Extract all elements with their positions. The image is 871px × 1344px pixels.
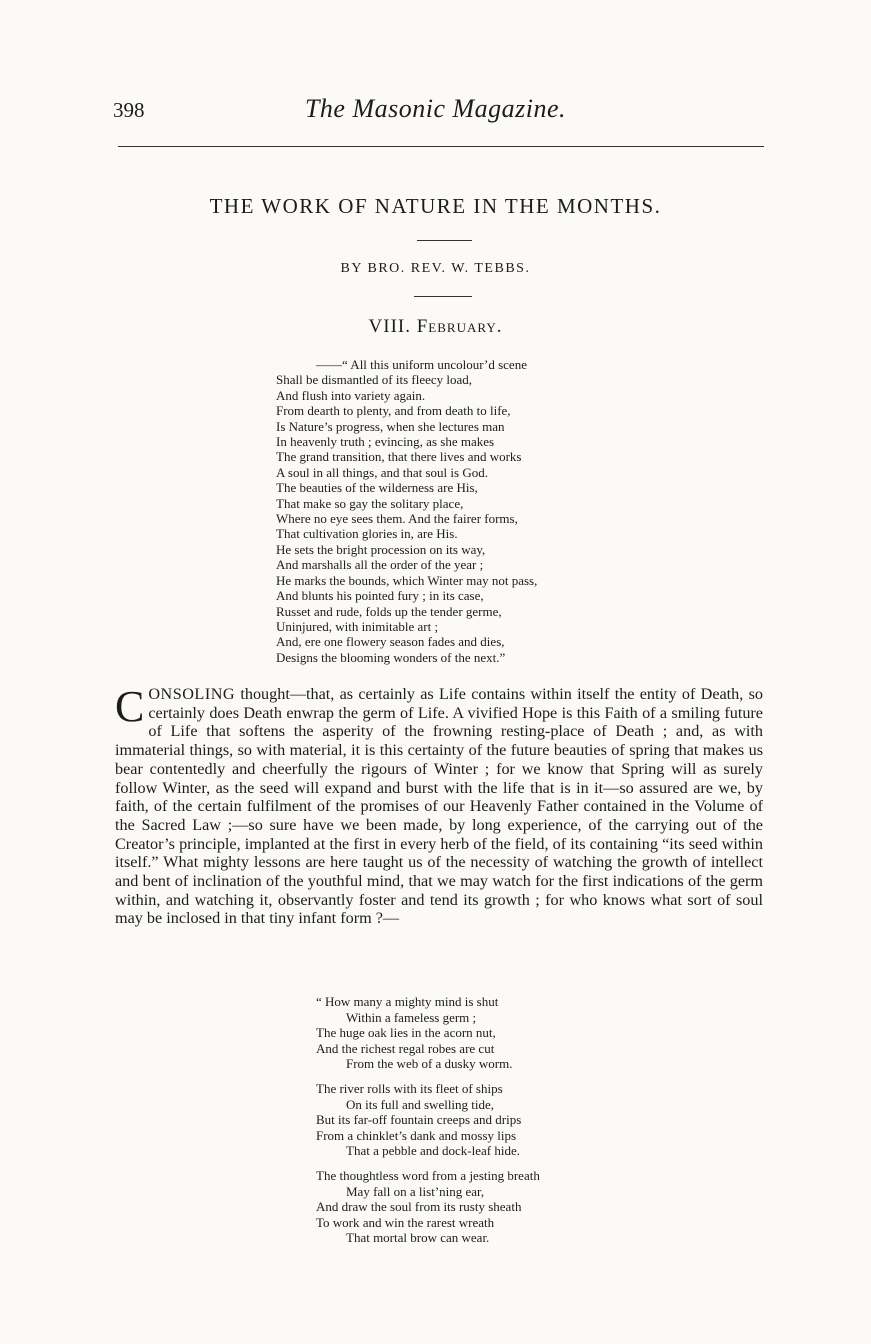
epigraph-line: The grand transition, that there lives and works: [276, 449, 522, 465]
epigraph-line: Russet and rude, folds up the tender germe,: [276, 603, 502, 619]
poem-line: On its full and swelling tide,: [346, 1096, 495, 1112]
epigraph-line: Where no eye sees them. And the fairer forms,: [276, 511, 518, 527]
epigraph-line: From dearth to plenty, and from death to life,: [276, 403, 511, 419]
epigraph-line: He sets the bright procession on its way,: [276, 541, 486, 557]
poem-line: The huge oak lies in the acorn nut,: [316, 1025, 496, 1041]
epigraph-line: In heavenly truth ; evincing, as she makes: [276, 434, 495, 450]
page-header: [0, 92, 871, 132]
title-divider: [417, 240, 472, 241]
epigraph-line: That make so gay the solitary place,: [276, 495, 464, 511]
poem-line: From the web of a dusky worm.: [346, 1056, 513, 1072]
poem-line: The thoughtless word from a jesting breath: [316, 1167, 540, 1183]
body-paragraph: [115, 682, 763, 928]
epigraph-line: He marks the bounds, which Winter may not pass,: [276, 572, 538, 588]
byline: BY BRO. REV. W. TEBBS.: [340, 261, 531, 276]
epigraph-poem: [276, 357, 537, 665]
paragraph-text: thought—that, as certainly as Life contains within itself the entity of Death, so certainly does Death enwrap the germ of Life. A vivified Hope is this Faith of a smiling future of Life that softens the asperity of the frowning resting-place of Death ; and, as with immaterial things, so with material, it is this certainty of the future beauties of spring that makes us bear contentedly and cheerfully the rigours of Winter ; for we know that Spring will as surely follow Winter, as the seed will expand and burst with the life that is in it—so assured are we, by faith, of the certain fulfilment of the promises of our Heavenly Father contained in the Volume of the Sacred Law ;—so sure have we been made, by long experience, of the carrying out of the Creator’s principle, implanted at the first in every herb of the field, of its containing “its seed within itself.” What mighty lessons are here taught us of the necessity of watching the growth of intellect and bent of inclination of the youthful mind, that we may watch for the first indications of the germ within, and watching it, observantly foster and tend its growth ; for who knows what sort of soul may be inclosed in that tiny infant form ?—: [115, 685, 763, 928]
epigraph-line: And marshalls all the order of the year ;: [276, 557, 484, 573]
epigraph-line: And blunts his pointed fury ; in its case,: [276, 588, 484, 604]
poem-line: That mortal brow can wear.: [346, 1230, 490, 1246]
poem-line: But its far-off fountain creeps and drips: [316, 1112, 522, 1128]
epigraph-line: And, ere one flowery season fades and dies,: [276, 634, 505, 650]
epigraph-line: Designs the blooming wonders of the next.”: [276, 649, 506, 665]
poem-line: The river rolls with its fleet of ships: [316, 1080, 503, 1096]
epigraph-line: And flush into variety again.: [276, 387, 426, 403]
poem-stanza: [316, 994, 540, 1072]
section-numeral: VIII.: [368, 316, 411, 337]
poem-line: “ How many a mighty mind is shut: [316, 994, 499, 1009]
closing-poem: [316, 994, 540, 1255]
running-title: The Masonic Magazine.: [304, 94, 567, 123]
section-heading: [0, 316, 871, 338]
epigraph-line: The beauties of the wilderness are His,: [276, 480, 478, 496]
poem-stanza: [316, 1081, 540, 1159]
epigraph-line: That cultivation glories in, are His.: [276, 526, 458, 542]
body-text: [115, 682, 763, 928]
byline-divider: [414, 296, 472, 297]
section-month: February.: [416, 316, 503, 337]
epigraph-line: Shall be dismantled of its fleecy load,: [276, 372, 473, 388]
page-number: 398: [113, 98, 145, 122]
opening-caps: ONSOLING: [148, 685, 236, 703]
poem-line: From a chinklet’s dank and mossy lips: [316, 1127, 517, 1143]
poem-line: That a pebble and dock-leaf hide.: [346, 1143, 520, 1159]
header-rule: [118, 146, 764, 147]
epigraph-line: A soul in all things, and that soul is God.: [276, 464, 488, 480]
epigraph-line: ——“ All this uniform uncolour’d scene: [316, 357, 527, 372]
poem-line: And the richest regal robes are cut: [316, 1040, 495, 1056]
poem-line: To work and win the rarest wreath: [316, 1214, 495, 1230]
poem-line: May fall on a list’ning ear,: [346, 1183, 485, 1199]
drop-cap: C: [115, 682, 145, 731]
poem-line: And draw the soul from its rusty sheath: [316, 1199, 522, 1215]
article-title: THE WORK OF NATURE IN THE MONTHS.: [209, 194, 662, 218]
poem-line: Within a fameless germ ;: [346, 1009, 477, 1025]
poem-stanza: [316, 1168, 540, 1246]
epigraph-line: Is Nature’s progress, when she lectures man: [276, 418, 505, 434]
epigraph-line: Uninjured, with inimitable art ;: [276, 618, 439, 634]
